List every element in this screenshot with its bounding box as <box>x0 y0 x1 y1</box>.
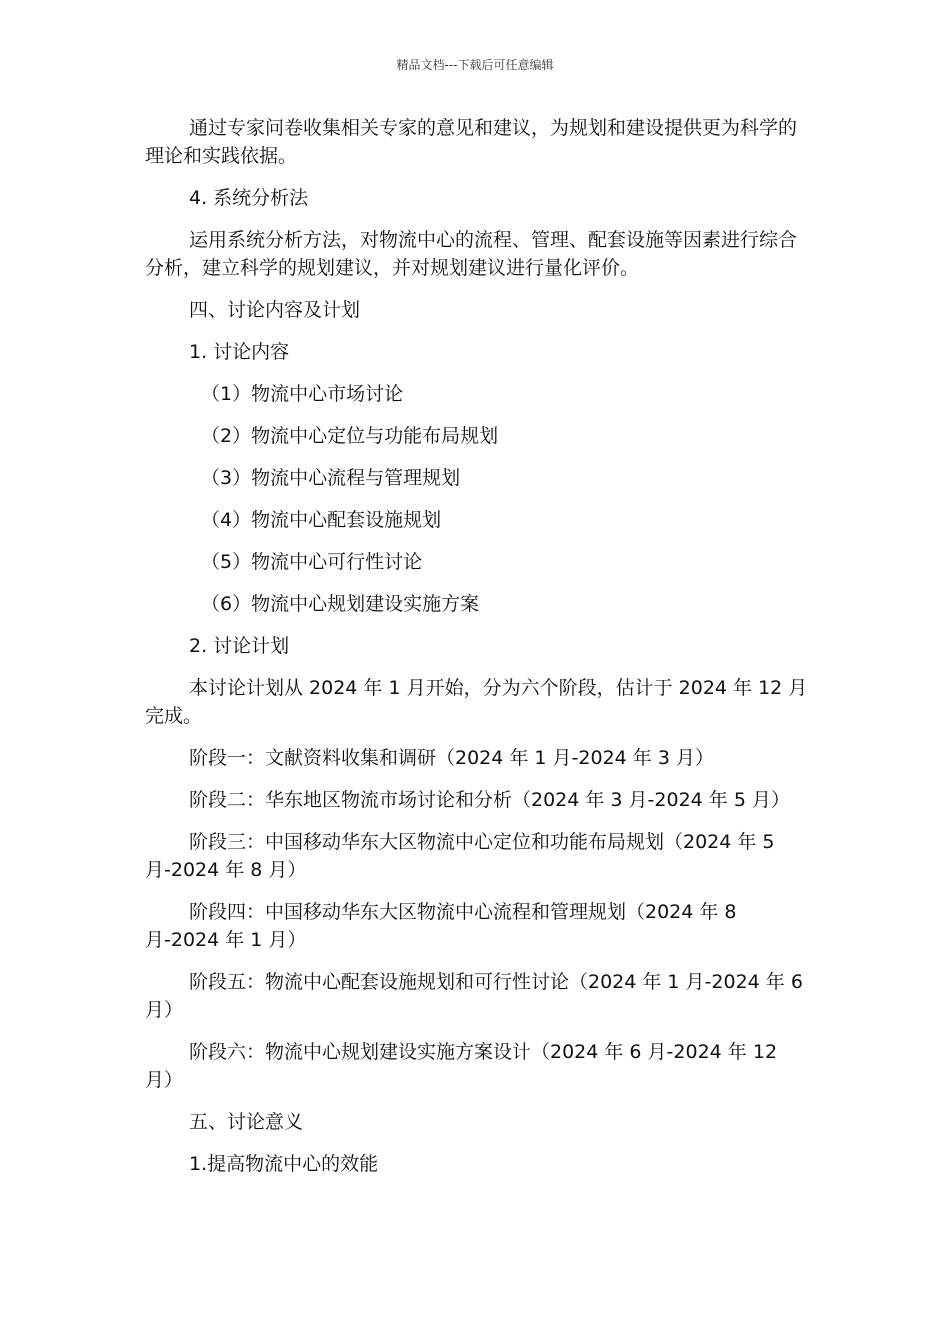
phase-item: 阶段二：华东地区物流市场讨论和分析（2024 年 3 月-2024 年 5 月） <box>189 789 790 811</box>
phase-item: 阶段一：文献资料收集和调研（2024 年 1 月-2024 年 3 月） <box>189 747 714 769</box>
list-item: （1）物流中心市场讨论 <box>201 383 404 405</box>
list-item: （6）物流中心规划建设实施方案 <box>201 593 480 615</box>
list-item: （4）物流中心配套设施规划 <box>201 509 442 531</box>
page-header: 精品文档---下载后可任意编辑 <box>396 58 554 72</box>
list-item: （5）物流中心可行性讨论 <box>201 551 423 573</box>
list-item: （3）物流中心流程与管理规划 <box>201 467 461 489</box>
section-heading-content-plan: 四、讨论内容及计划 <box>189 299 361 321</box>
phase-item: 阶段三：中国移动华东大区物流中心定位和功能布局规划（2024 年 5 月-2024 年 8 月） <box>145 831 781 881</box>
heading-system-analysis: 4. 系统分析法 <box>189 187 309 209</box>
phase-item: 阶段六：物流中心规划建设实施方案设计（2024 年 6 月-2024 年 12 月） <box>145 1041 784 1091</box>
paragraph-system-analysis: 运用系统分析方法，对物流中心的流程、管理、配套设施等因素进行综合分析，建立科学的规划建议，并对规划建议进行量化评价。 <box>145 229 798 279</box>
phase-item: 阶段五：物流中心配套设施规划和可行性讨论（2024 年 1 月-2024 年 6 月） <box>145 971 809 1021</box>
heading-discussion-content: 1. 讨论内容 <box>189 341 290 363</box>
document-body <box>145 114 810 1192</box>
paragraph-plan-overview: 本讨论计划从 2024 年 1 月开始，分为六个阶段，估计于 2024 年 12 月完成。 <box>145 677 808 727</box>
phase-item: 阶段四：中国移动华东大区物流中心流程和管理规划（2024 年 8 月-2024 年 1 月） <box>145 901 743 951</box>
heading-improve-efficiency: 1.提高物流中心的效能 <box>189 1153 379 1175</box>
paragraph-expert-survey: 通过专家问卷收集相关专家的意见和建议，为规划和建设提供更为科学的理论和实践依据。 <box>145 117 798 167</box>
list-item: （2）物流中心定位与功能布局规划 <box>201 425 499 447</box>
section-heading-significance: 五、讨论意义 <box>189 1111 304 1133</box>
heading-discussion-plan: 2. 讨论计划 <box>189 635 290 657</box>
